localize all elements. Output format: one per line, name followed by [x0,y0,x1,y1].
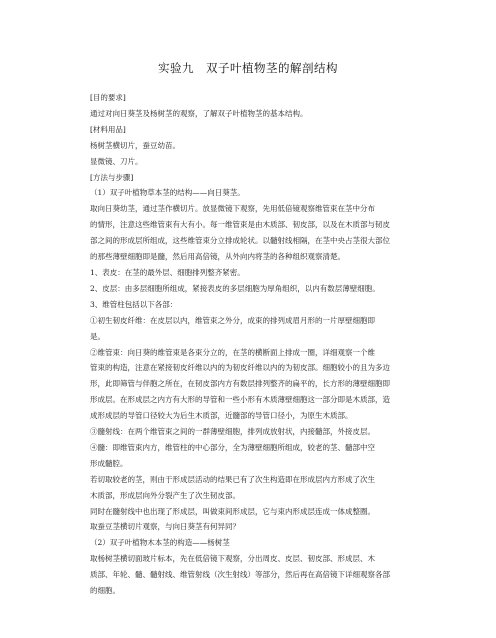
text-line: 同时在髓射线中也出现了形成层，叫做束间形成层，它与束内形成层连成一体成整圈。 [90,506,375,516]
heading-methods: [方法与步骤] [90,172,134,182]
text-line: 部之间的形成层所组成，这些维管束分立排成轮状。以髓射线相隔，在茎中央占茎很大部位 [90,236,390,246]
document-body [90,90,412,599]
heading-materials: [材料用品] [90,124,126,134]
subheading-woody-stem: （2）双子叶植物木本茎的构造——杨树茎 [90,538,230,548]
text-line: 是。 [90,331,105,341]
text-line: 木质部，形成层向外分裂产生了次生韧皮部。 [90,490,240,500]
subheading-herbaceous-stem: （1）双子叶植物草本茎的结构——向日葵茎。 [90,188,245,198]
text-line: 形，此即筛管与伴胞之所在，在韧皮部内方有数层排列整齐的扁平的，长方形的薄壁细胞即 [90,379,390,389]
heading-objective: [目的要求] [90,93,126,102]
text-line: 2、皮层：由多层细胞所组成，紧接表皮的多层细胞为厚角组织，以内有数层薄壁细胞。 [90,283,380,293]
text-line: 管束的构造，注意在紧接韧皮纤维以内的为韧皮纤维以内的为韧皮部。细胞较小的且为多边 [90,363,390,373]
text-line: 杨树茎横切片，蚕豆幼苗。 [90,140,180,150]
text-line: 成形成层的导管口径较大为后生木质部，近髓部的导管口径小，为原生木质部。 [90,411,353,421]
text-line: 通过对向日葵茎及杨树茎的观察，了解双子叶植物茎的基本结构。 [90,108,308,118]
text-line: ③髓射线：在两个维管束之间的一群薄壁细胞，排列成放射状，内接髓部，外接皮层。 [90,427,375,437]
text-line: 取向日葵幼茎，通过茎作横切片。放显微镜下观察，先用低倍镜观察维管束在茎中分布 [90,204,375,214]
text-line: 若切取较老的茎，则由于形成层活动的结果已有了次生构造即在形成层内方形成了次生 [90,474,375,484]
text-line: 形成层。在形成层之内方有大形的导管和一些小形有木质薄壁细胞这一部分即是木质部，造 [90,395,390,405]
text-line: 取蚕豆茎横切片观察，与向日葵茎有何异同？ [90,522,240,532]
text-line: 的细胞。 [90,586,120,596]
text-line: 的情形，注意这些维管束有大有小。每一维管束是由木质部、韧皮部，以及在木质部与韧皮 [90,220,390,230]
text-line: 质部、年轮、髓、髓射线、维管射线（次生射线）等部分，然后再在高倍镜下详细观察各部 [90,570,390,580]
text-line: 的那些薄壁细胞即是髓，然后用高倍镜，从外向内将茎的各种组织观察清楚。 [90,252,345,262]
text-line: 3、维管柱包括以下各部： [90,299,178,309]
text-line: ④髓：即维管束内方，维管柱的中心部分，全为薄壁细胞所组成，较老的茎、髓部中空 [90,442,375,452]
text-line: ②维管束：向日葵的维管束是各束分立的，在茎的横断面上排成一圈，详细观察一个维 [90,347,375,357]
text-line: 取杨树茎横切面玻片标本，先在低倍镜下观察，分出周皮、皮层、韧皮部、形成层、木 [90,554,375,564]
text-line: 1、表皮：在茎的最外层、细胞排列整齐紧密。 [90,267,245,277]
text-line: 形成髓腔。 [90,458,128,468]
page-title: 实验九 双子叶植物茎的解剖结构 [158,61,338,75]
text-line: ①初生韧皮纤维：在皮层以内，维管束之外分，成束的排列成眉月形的一片厚壁细胞即 [90,315,375,325]
text-line: 显微镜、刀片。 [90,156,143,166]
